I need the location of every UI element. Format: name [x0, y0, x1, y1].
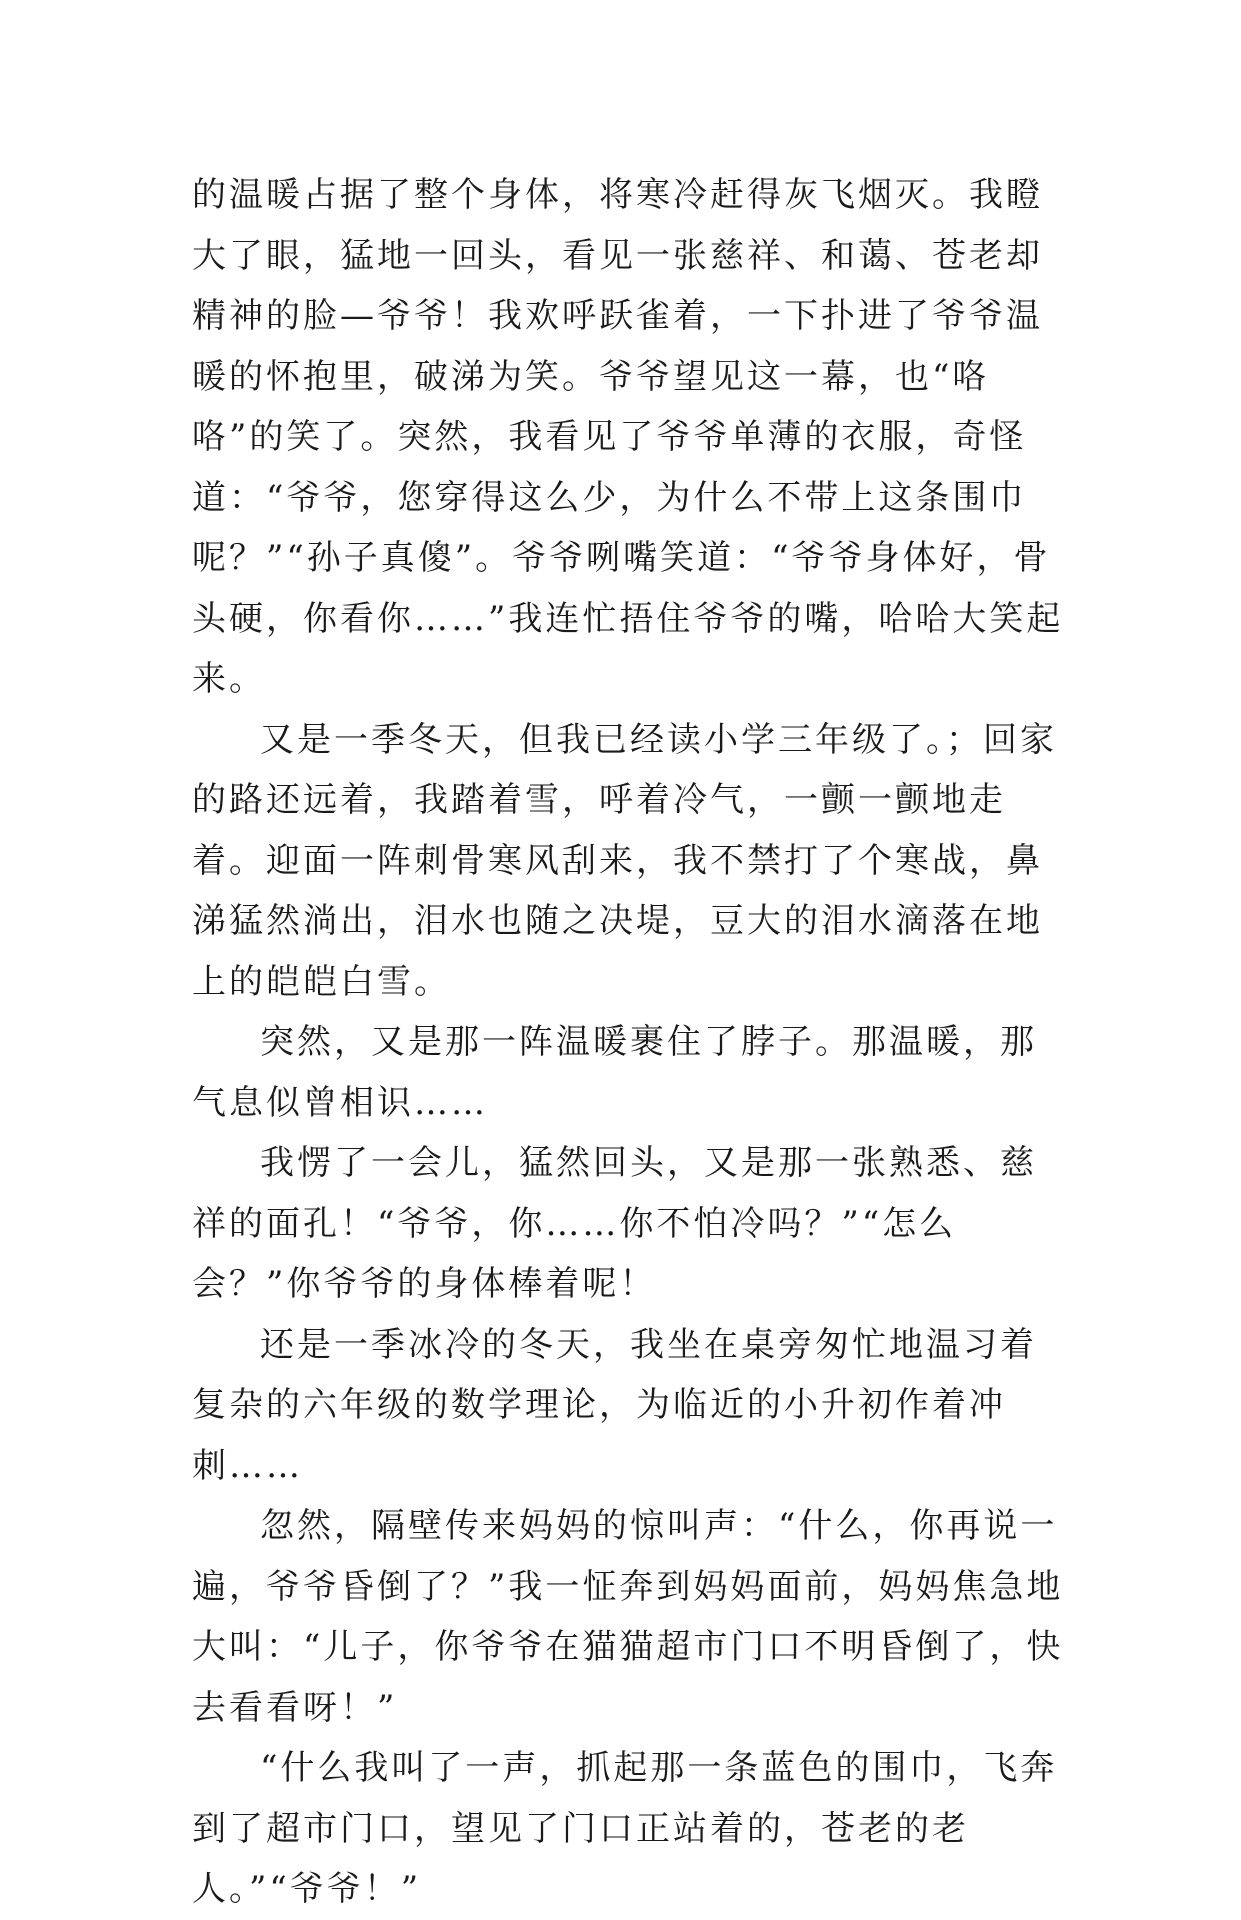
paragraph-4: 我愣了一会儿，猛然回头，又是那一张熟悉、慈祥的面孔！“爷爷，你……你不怕冷吗？”“怎么会？”你爷爷的身体棒着呢！: [192, 1143, 1037, 1304]
document-body: [192, 165, 1072, 1920]
paragraph-2: 又是一季冬天，但我已经读小学三年级了。；回家的路还远着，我踏着雪，呼着冷气，一颤一颤地走着。迎面一阵刺骨寒风刮来，我不禁打了个寒战，鼻涕猛然淌出，泪水也随之决堤，豆大的泪水滴落在地上的皑皑白雪。: [192, 719, 1057, 1002]
paragraph-1: 的温暖占据了整个身体，将寒冷赶得灰飞烟灭。我瞪大了眼，猛地一回头，看见一张慈祥、和蔼、苍老却精神的脸—爷爷！我欢呼跃雀着，一下扑进了爷爷温暖的怀抱里，破涕为笑。爷爷望见这一幕，也“咯咯”的笑了。突然，我看见了爷爷单薄的衣服，奇怪道：“爷爷，您穿得这么少，为什么不带上这条围巾呢？”“孙子真傻”。爷爷咧嘴笑道：“爷爷身体好，骨头硬，你看你……”我连忙捂住爷爷的嘴，哈哈大笑起来。: [192, 175, 1064, 699]
paragraph-7: “什么我叫了一声，抓起那一条蓝色的围巾，飞奔到了超市门口，望见了门口正站着的，苍老的老人。”“爷爷！”: [192, 1748, 1058, 1909]
paragraph-5: 还是一季冰冷的冬天，我坐在桌旁匆忙地温习着复杂的六年级的数学理论，为临近的小升初作着冲刺……: [192, 1324, 1037, 1486]
paragraph-6: 忽然，隔壁传来妈妈的惊叫声：“什么，你再说一遍，爷爷昏倒了？”我一怔奔到妈妈面前，妈妈焦急地大叫：“儿子，你爷爷在猫猫超市门口不明昏倒了，快去看看呀！”: [192, 1506, 1064, 1728]
paragraph-3: 突然，又是那一阵温暖裹住了脖子。那温暖，那气息似曾相识……: [192, 1022, 1037, 1123]
